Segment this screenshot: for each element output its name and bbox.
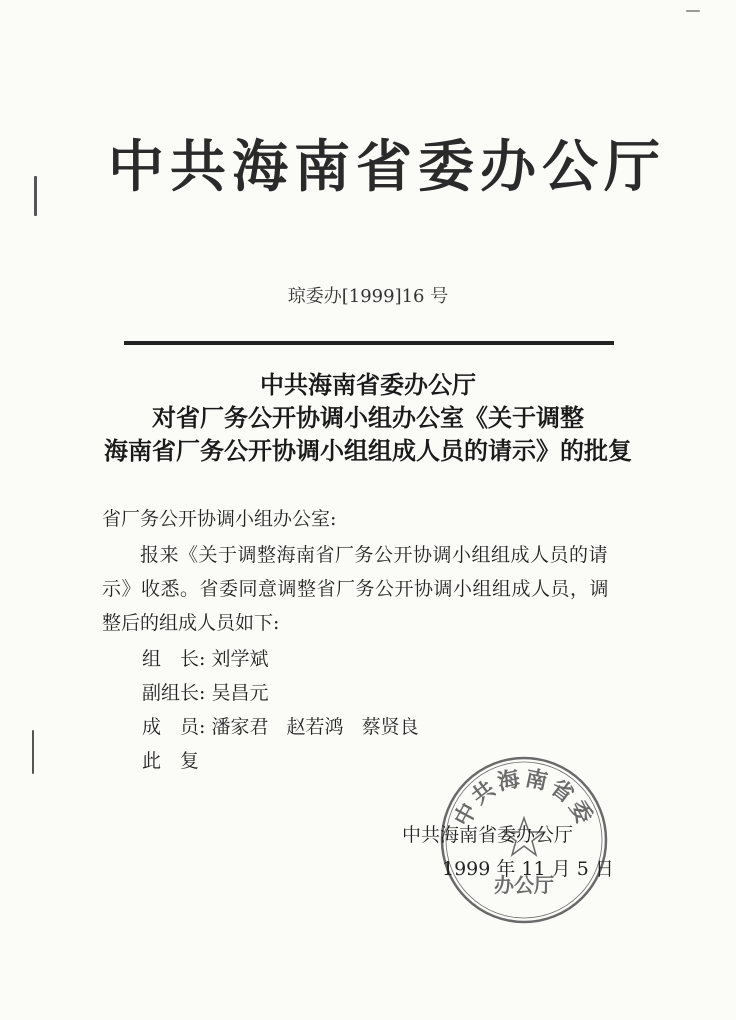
deputy-label: 副组长: (142, 682, 206, 704)
binding-mark (34, 176, 37, 216)
member-name: 潘家君 (211, 716, 269, 738)
paragraph-line: 报来《关于调整海南省厂务公开协调小组组成人员的请 (140, 544, 609, 566)
deputy-row (142, 678, 268, 705)
members-row (142, 712, 419, 739)
members-label: 成 员: (142, 716, 206, 738)
paragraph-line: 示》收悉。省委同意调整省厂务公开协调小组组成人员，调 (102, 578, 610, 600)
closing: 此 复 (142, 750, 200, 772)
member-name: 蔡贤良 (361, 716, 419, 738)
paragraph-line: 整后的组成人员如下: (102, 612, 280, 634)
title-line-3: 海南省厂务公开协调小组组成人员的请示》的批复 (104, 437, 632, 465)
deputy-name: 吴昌元 (211, 682, 269, 704)
issue-date: 1999 年 11 月 5 日 (442, 858, 614, 880)
addressee: 省厂务公开协调小组办公室: (102, 508, 337, 530)
leader-label: 组 长: (142, 648, 206, 670)
document-number: 琼委办[1999]16 号 (287, 286, 449, 307)
title-line-1: 中共海南省委办公厅 (260, 371, 476, 399)
masthead: 中共海南省委办公厅 (108, 135, 666, 200)
issuer-signature: 中共海南省委办公厅 (402, 824, 574, 846)
leader-name: 刘学斌 (211, 648, 269, 670)
title-line-2: 对省厂务公开协调小组办公室《关于调整 (152, 404, 584, 432)
header-rule (124, 341, 614, 345)
seal-top-text: 中共海南省委 (450, 766, 598, 831)
leader-row (142, 644, 268, 671)
seal-bottom-text: 办公厅 (494, 873, 554, 897)
member-name: 赵若鸿 (286, 716, 344, 738)
binding-mark (32, 730, 34, 774)
scan-mark (686, 10, 700, 12)
